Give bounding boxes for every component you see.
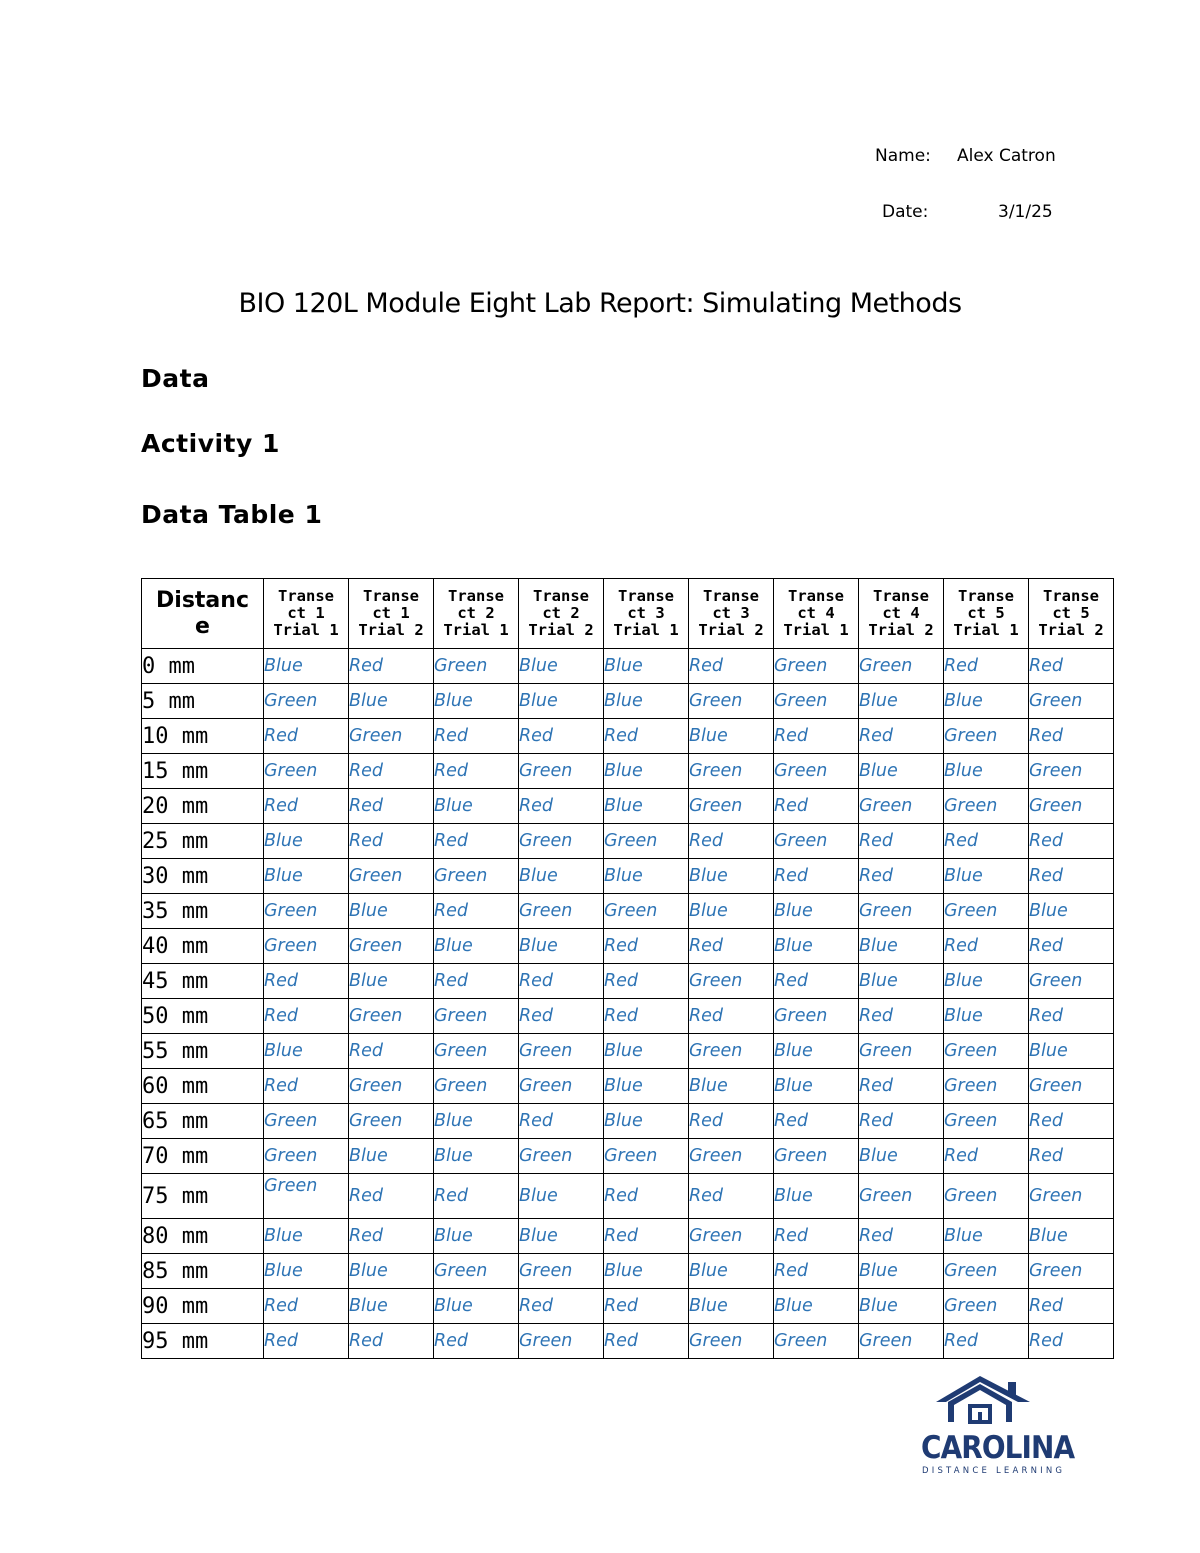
color-cell: Blue (774, 1289, 859, 1324)
column-header-9 (944, 579, 1029, 649)
color-cell: Green (264, 684, 349, 719)
color-cell: Red (1029, 1289, 1114, 1324)
table-row (142, 684, 1114, 719)
color-cell: Blue (859, 1254, 944, 1289)
color-cell: Green (689, 789, 774, 824)
column-header-line: ct 4 (797, 604, 835, 622)
column-header-5 (604, 579, 689, 649)
table-row (142, 894, 1114, 929)
color-cell: Red (519, 1104, 604, 1139)
color-cell: Red (349, 1174, 434, 1219)
color-cell: Blue (434, 684, 519, 719)
color-cell: Blue (944, 1219, 1029, 1254)
distance-cell: 90 mm (142, 1289, 264, 1324)
color-cell: Red (774, 859, 859, 894)
distance-cell: 10 mm (142, 719, 264, 754)
color-cell: Blue (689, 1069, 774, 1104)
color-cell: Green (944, 1254, 1029, 1289)
color-cell: Blue (689, 1254, 774, 1289)
color-cell: Green (349, 719, 434, 754)
color-cell: Green (689, 754, 774, 789)
color-cell: Red (434, 964, 519, 999)
color-cell: Red (349, 824, 434, 859)
column-header-line: ct 4 (882, 604, 920, 622)
color-cell: Green (434, 999, 519, 1034)
column-header-line: Trial 1 (783, 621, 849, 639)
color-cell: Blue (859, 1289, 944, 1324)
color-cell: Green (859, 1174, 944, 1219)
color-cell: Green (944, 1034, 1029, 1069)
heading-data-table: Data Table 1 (141, 500, 323, 529)
color-cell: Blue (604, 1069, 689, 1104)
color-cell: Red (519, 999, 604, 1034)
color-cell: Green (689, 1139, 774, 1174)
column-header-line: ct 1 (372, 604, 410, 622)
distance-cell: 15 mm (142, 754, 264, 789)
color-cell: Blue (774, 1174, 859, 1219)
color-cell: Green (689, 1219, 774, 1254)
color-cell: Blue (1029, 1219, 1114, 1254)
color-cell: Red (859, 1104, 944, 1139)
color-cell: Blue (859, 1139, 944, 1174)
color-cell: Green (944, 894, 1029, 929)
table-row (142, 789, 1114, 824)
color-cell: Green (774, 999, 859, 1034)
color-cell: Blue (264, 824, 349, 859)
color-cell: Red (604, 999, 689, 1034)
color-cell: Red (1029, 824, 1114, 859)
color-cell: Green (944, 719, 1029, 754)
color-cell: Blue (604, 1034, 689, 1069)
distance-cell: 50 mm (142, 999, 264, 1034)
column-header-line: Transe (278, 587, 334, 605)
color-cell: Red (859, 999, 944, 1034)
color-cell: Green (859, 1034, 944, 1069)
logo-wordmark: CAROLINA (921, 1430, 1075, 1466)
color-cell: Blue (944, 964, 1029, 999)
color-cell: Green (1029, 789, 1114, 824)
color-cell: Green (944, 1104, 1029, 1139)
color-cell: Blue (519, 649, 604, 684)
column-header-line: ct 2 (457, 604, 495, 622)
color-cell: Red (859, 1219, 944, 1254)
color-cell: Red (859, 1069, 944, 1104)
color-cell: Red (774, 1254, 859, 1289)
color-cell: Red (349, 789, 434, 824)
color-cell: Green (434, 859, 519, 894)
color-cell: Red (1029, 1324, 1114, 1359)
color-cell: Green (264, 1139, 349, 1174)
table-row (142, 1324, 1114, 1359)
color-cell: Blue (264, 859, 349, 894)
column-header-3 (434, 579, 519, 649)
column-header-4 (519, 579, 604, 649)
color-cell: Blue (689, 894, 774, 929)
color-cell: Green (349, 1069, 434, 1104)
column-header-line: Transe (618, 587, 674, 605)
color-cell: Blue (859, 964, 944, 999)
distance-cell: 85 mm (142, 1254, 264, 1289)
table-row (142, 1069, 1114, 1104)
color-cell: Red (689, 1174, 774, 1219)
color-cell: Green (859, 789, 944, 824)
color-cell: Red (264, 789, 349, 824)
color-cell: Green (944, 1174, 1029, 1219)
color-cell: Green (349, 859, 434, 894)
color-cell: Blue (774, 1034, 859, 1069)
column-header-line: Transe (873, 587, 929, 605)
color-cell: Red (944, 824, 1029, 859)
color-cell: Blue (944, 754, 1029, 789)
color-cell: Green (859, 649, 944, 684)
distance-cell: 80 mm (142, 1219, 264, 1254)
distance-cell: 65 mm (142, 1104, 264, 1139)
date-value: 3/1/25 (998, 202, 1053, 222)
color-cell: Blue (519, 1174, 604, 1219)
color-cell: Blue (349, 1139, 434, 1174)
color-cell: Green (859, 1324, 944, 1359)
distance-cell: 35 mm (142, 894, 264, 929)
color-cell: Blue (604, 789, 689, 824)
color-cell: Blue (944, 859, 1029, 894)
color-cell: Blue (1029, 1034, 1114, 1069)
color-cell: Blue (434, 1139, 519, 1174)
color-cell: Green (944, 789, 1029, 824)
color-cell: Red (519, 789, 604, 824)
color-cell: Blue (774, 929, 859, 964)
column-header-line: Transe (958, 587, 1014, 605)
color-cell: Green (264, 754, 349, 789)
color-cell: Blue (434, 1104, 519, 1139)
column-header-line: Trial 1 (443, 621, 509, 639)
column-header-line: Trial 1 (273, 621, 339, 639)
logo-subtitle: DISTANCE LEARNING (922, 1466, 1066, 1476)
color-cell: Blue (944, 999, 1029, 1034)
color-cell: Red (859, 719, 944, 754)
color-cell: Red (944, 929, 1029, 964)
color-cell: Green (264, 1104, 349, 1139)
color-cell: Green (689, 684, 774, 719)
color-cell: Blue (349, 1254, 434, 1289)
color-cell: Blue (859, 754, 944, 789)
table-row (142, 719, 1114, 754)
column-header-7 (774, 579, 859, 649)
color-cell: Red (1029, 859, 1114, 894)
color-cell: Red (1029, 1139, 1114, 1174)
color-cell: Green (774, 684, 859, 719)
color-cell: Red (264, 1289, 349, 1324)
color-cell: Green (519, 754, 604, 789)
color-cell: Green (264, 929, 349, 964)
color-cell: Red (689, 929, 774, 964)
color-cell: Green (519, 1069, 604, 1104)
color-cell: Red (1029, 1104, 1114, 1139)
color-cell: Blue (689, 1289, 774, 1324)
color-cell: Green (604, 1139, 689, 1174)
color-cell: Red (859, 824, 944, 859)
column-header-line: ct 5 (967, 604, 1005, 622)
table-row (142, 929, 1114, 964)
color-cell: Red (774, 1104, 859, 1139)
color-cell: Blue (519, 859, 604, 894)
distance-cell: 20 mm (142, 789, 264, 824)
color-cell: Green (434, 649, 519, 684)
color-cell: Red (859, 859, 944, 894)
distance-cell: 60 mm (142, 1069, 264, 1104)
color-cell: Green (859, 894, 944, 929)
table-body (142, 649, 1114, 1359)
color-cell: Green (434, 1069, 519, 1104)
column-header-8 (859, 579, 944, 649)
color-cell: Red (604, 929, 689, 964)
color-cell: Blue (434, 1219, 519, 1254)
column-header-2 (349, 579, 434, 649)
data-table (141, 578, 1114, 1359)
color-cell: Red (519, 719, 604, 754)
column-header-1 (264, 579, 349, 649)
distance-header (142, 579, 264, 649)
distance-cell: 70 mm (142, 1139, 264, 1174)
column-header-line: Trial 2 (868, 621, 934, 639)
color-cell: Blue (349, 1289, 434, 1324)
color-cell: Red (689, 824, 774, 859)
column-header-line: ct 5 (1052, 604, 1090, 622)
color-cell: Green (519, 1034, 604, 1069)
color-cell: Blue (264, 1254, 349, 1289)
heading-data: Data (141, 364, 210, 393)
color-cell: Green (1029, 684, 1114, 719)
color-cell: Blue (264, 649, 349, 684)
date-label: Date: (882, 202, 929, 222)
color-cell: Blue (604, 684, 689, 719)
color-cell: Red (604, 964, 689, 999)
color-cell: Blue (604, 1254, 689, 1289)
color-cell: Blue (689, 859, 774, 894)
table-row (142, 859, 1114, 894)
color-cell: Green (774, 1139, 859, 1174)
color-cell: Green (1029, 1254, 1114, 1289)
color-cell: Green (604, 894, 689, 929)
color-cell: Green (604, 824, 689, 859)
color-cell: Blue (604, 859, 689, 894)
report-title: BIO 120L Module Eight Lab Report: Simulating Methods (238, 288, 962, 319)
name-label: Name: (875, 146, 931, 166)
color-cell: Green (1029, 1174, 1114, 1219)
color-cell: Red (349, 754, 434, 789)
color-cell: Red (434, 894, 519, 929)
color-cell: Green (944, 1289, 1029, 1324)
distance-cell: 40 mm (142, 929, 264, 964)
distance-cell: 75 mm (142, 1174, 264, 1219)
color-cell: Red (1029, 649, 1114, 684)
color-cell: Green (349, 1104, 434, 1139)
distance-cell: 30 mm (142, 859, 264, 894)
table-header-row (142, 579, 1114, 649)
table-row (142, 1254, 1114, 1289)
color-cell: Red (349, 1219, 434, 1254)
color-cell: Green (264, 1174, 349, 1219)
color-cell: Red (1029, 929, 1114, 964)
color-cell: Blue (774, 1069, 859, 1104)
color-cell: Red (774, 1219, 859, 1254)
color-cell: Blue (604, 1104, 689, 1139)
table-row (142, 649, 1114, 684)
color-cell: Blue (944, 684, 1029, 719)
color-cell: Blue (434, 789, 519, 824)
color-cell: Red (774, 719, 859, 754)
distance-cell: 95 mm (142, 1324, 264, 1359)
distance-header-line2: e (195, 613, 210, 639)
column-header-line: ct 3 (627, 604, 665, 622)
color-cell: Green (434, 1034, 519, 1069)
color-cell: Green (1029, 1069, 1114, 1104)
color-cell: Red (1029, 719, 1114, 754)
column-header-line: Transe (533, 587, 589, 605)
color-cell: Green (519, 1324, 604, 1359)
distance-cell: 0 mm (142, 649, 264, 684)
color-cell: Red (349, 649, 434, 684)
color-cell: Red (349, 1034, 434, 1069)
color-cell: Red (944, 1324, 1029, 1359)
color-cell: Green (349, 929, 434, 964)
column-header-line: Transe (788, 587, 844, 605)
color-cell: Green (689, 1324, 774, 1359)
color-cell: Blue (859, 684, 944, 719)
color-cell: Red (944, 1139, 1029, 1174)
color-cell: Blue (604, 754, 689, 789)
color-cell: Green (519, 1139, 604, 1174)
column-header-6 (689, 579, 774, 649)
color-cell: Green (264, 894, 349, 929)
color-cell: Blue (434, 1289, 519, 1324)
color-cell: Red (774, 964, 859, 999)
color-cell: Red (264, 719, 349, 754)
color-cell: Blue (264, 1034, 349, 1069)
table-row (142, 1139, 1114, 1174)
color-cell: Red (604, 1324, 689, 1359)
table-row (142, 1034, 1114, 1069)
table-row (142, 999, 1114, 1034)
color-cell: Blue (349, 894, 434, 929)
color-cell: Red (944, 649, 1029, 684)
color-cell: Red (604, 1289, 689, 1324)
distance-header-line1: Distanc (156, 587, 249, 613)
column-header-line: Transe (363, 587, 419, 605)
color-cell: Red (434, 1324, 519, 1359)
color-cell: Blue (349, 684, 434, 719)
color-cell: Red (604, 1219, 689, 1254)
color-cell: Red (264, 999, 349, 1034)
color-cell: Green (519, 894, 604, 929)
color-cell: Green (774, 649, 859, 684)
color-cell: Red (519, 1289, 604, 1324)
color-cell: Red (604, 1174, 689, 1219)
color-cell: Red (689, 999, 774, 1034)
column-header-10 (1029, 579, 1114, 649)
table-row (142, 824, 1114, 859)
color-cell: Red (519, 964, 604, 999)
color-cell: Blue (859, 929, 944, 964)
color-cell: Red (774, 789, 859, 824)
table-row (142, 964, 1114, 999)
color-cell: Red (434, 719, 519, 754)
column-header-line: Transe (448, 587, 504, 605)
color-cell: Green (434, 1254, 519, 1289)
distance-cell: 5 mm (142, 684, 264, 719)
column-header-line: Trial 1 (613, 621, 679, 639)
name-value: Alex Catron (957, 146, 1056, 166)
distance-cell: 45 mm (142, 964, 264, 999)
color-cell: Green (1029, 754, 1114, 789)
heading-activity: Activity 1 (141, 429, 280, 458)
color-cell: Red (1029, 999, 1114, 1034)
color-cell: Blue (349, 964, 434, 999)
column-header-line: Trial 2 (528, 621, 594, 639)
table-row (142, 1174, 1114, 1219)
color-cell: Blue (1029, 894, 1114, 929)
column-header-line: Transe (1043, 587, 1099, 605)
color-cell: Red (689, 649, 774, 684)
table-row (142, 754, 1114, 789)
color-cell: Red (434, 1174, 519, 1219)
distance-cell: 25 mm (142, 824, 264, 859)
color-cell: Red (689, 1104, 774, 1139)
color-cell: Red (264, 1069, 349, 1104)
color-cell: Blue (519, 929, 604, 964)
distance-cell: 55 mm (142, 1034, 264, 1069)
color-cell: Green (349, 999, 434, 1034)
column-header-line: Trial 2 (1038, 621, 1104, 639)
color-cell: Red (349, 1324, 434, 1359)
color-cell: Blue (264, 1219, 349, 1254)
color-cell: Blue (774, 894, 859, 929)
color-cell: Green (944, 1069, 1029, 1104)
column-header-line: Trial 2 (698, 621, 764, 639)
color-cell: Red (434, 824, 519, 859)
color-cell: Green (689, 964, 774, 999)
column-header-line: ct 1 (287, 604, 325, 622)
color-cell: Blue (434, 929, 519, 964)
color-cell: Green (1029, 964, 1114, 999)
color-cell: Red (434, 754, 519, 789)
column-header-line: Trial 1 (953, 621, 1019, 639)
color-cell: Green (519, 824, 604, 859)
color-cell: Red (264, 964, 349, 999)
column-header-line: ct 2 (542, 604, 580, 622)
color-cell: Green (689, 1034, 774, 1069)
color-cell: Green (774, 1324, 859, 1359)
color-cell: Red (604, 719, 689, 754)
column-header-line: Trial 2 (358, 621, 424, 639)
color-cell: Green (519, 1254, 604, 1289)
color-cell: Green (774, 754, 859, 789)
color-cell: Blue (604, 649, 689, 684)
table-row (142, 1219, 1114, 1254)
table-row (142, 1104, 1114, 1139)
table-row (142, 1289, 1114, 1324)
color-cell: Blue (519, 1219, 604, 1254)
column-header-line: ct 3 (712, 604, 750, 622)
color-cell: Blue (519, 684, 604, 719)
color-cell: Blue (689, 719, 774, 754)
color-cell: Green (774, 824, 859, 859)
column-header-line: Transe (703, 587, 759, 605)
color-cell: Red (264, 1324, 349, 1359)
